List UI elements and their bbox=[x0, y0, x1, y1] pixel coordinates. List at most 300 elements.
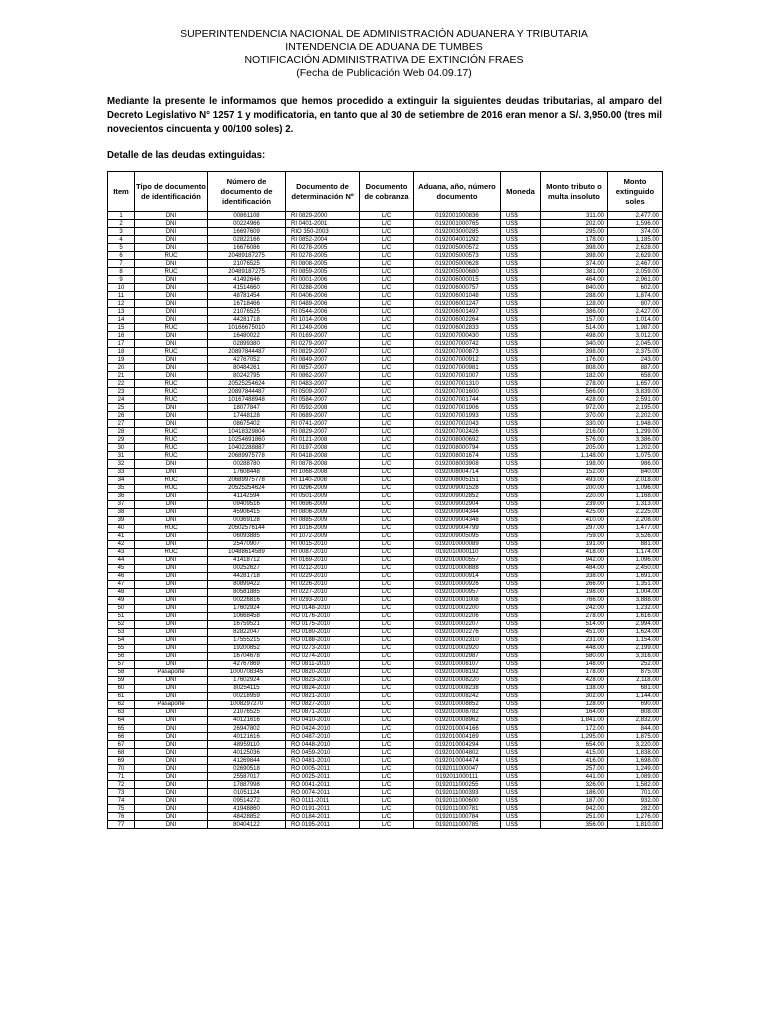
cell-doc-type: DNI bbox=[135, 612, 208, 620]
table-row bbox=[108, 404, 663, 412]
cell-currency: US$ bbox=[501, 556, 541, 564]
table-row bbox=[108, 700, 663, 708]
cell-doc-type: DNI bbox=[135, 644, 208, 652]
cell-collection-doc: L/C bbox=[360, 652, 414, 660]
cell-collection-doc: L/C bbox=[360, 733, 414, 741]
table-row bbox=[108, 500, 663, 508]
cell-customs-doc: 0192010008852 bbox=[414, 700, 501, 708]
cell-extinguished-amount: 1,313.00 bbox=[608, 500, 663, 508]
cell-item: 73 bbox=[108, 789, 135, 797]
cell-item: 21 bbox=[108, 372, 135, 380]
cell-customs-doc: 0192005000572 bbox=[414, 244, 501, 252]
cell-customs-doc: 0192006000015 bbox=[414, 276, 501, 284]
cell-item: 71 bbox=[108, 773, 135, 781]
cell-unpaid-amount: 374.00 bbox=[541, 260, 608, 268]
cell-item: 12 bbox=[108, 300, 135, 308]
cell-doc-type: RUC bbox=[135, 524, 208, 532]
cell-collection-doc: L/C bbox=[360, 396, 414, 404]
cell-extinguished-amount: 2,994.00 bbox=[608, 620, 663, 628]
cell-item: 31 bbox=[108, 452, 135, 460]
header-title: NOTIFICACIÓN ADMINISTRATIVA DE EXTINCIÓN FRAES bbox=[244, 54, 524, 66]
cell-determination-doc: RI 0501-2009 bbox=[286, 492, 360, 500]
cell-currency: US$ bbox=[501, 572, 541, 580]
cell-doc-number: 09514272 bbox=[208, 797, 286, 805]
cell-determination-doc: RI 0741-2007 bbox=[286, 420, 360, 428]
cell-determination-doc: RI 0696-2009 bbox=[286, 500, 360, 508]
cell-item: 74 bbox=[108, 797, 135, 805]
table-row bbox=[108, 460, 663, 468]
cell-determination-doc: RI 1249-2006 bbox=[286, 324, 360, 332]
table-row bbox=[108, 364, 663, 372]
table-row bbox=[108, 420, 663, 428]
cell-customs-doc: 0192009004348 bbox=[414, 516, 501, 524]
cell-doc-number: 20897844487 bbox=[208, 348, 286, 356]
cell-unpaid-amount: 172.00 bbox=[541, 725, 608, 733]
cell-currency: US$ bbox=[501, 516, 541, 524]
cell-item: 33 bbox=[108, 468, 135, 476]
cell-item: 69 bbox=[108, 757, 135, 765]
cell-unpaid-amount: 295.00 bbox=[541, 228, 608, 236]
cell-item: 6 bbox=[108, 252, 135, 260]
cell-doc-number: 10418329804 bbox=[208, 428, 286, 436]
cell-doc-type: DNI bbox=[135, 220, 208, 228]
cell-collection-doc: L/C bbox=[360, 332, 414, 340]
cell-doc-type: RUC bbox=[135, 428, 208, 436]
cell-doc-number: 42767869 bbox=[208, 660, 286, 668]
cell-doc-type: DNI bbox=[135, 636, 208, 644]
cell-doc-number: 16697609 bbox=[208, 228, 286, 236]
cell-doc-type: DNI bbox=[135, 620, 208, 628]
cell-unpaid-amount: 386.00 bbox=[541, 308, 608, 316]
cell-extinguished-amount: 1,075.00 bbox=[608, 452, 663, 460]
cell-collection-doc: L/C bbox=[360, 708, 414, 716]
cell-collection-doc: L/C bbox=[360, 668, 414, 676]
cell-doc-type: DNI bbox=[135, 340, 208, 348]
cell-extinguished-amount: 658.00 bbox=[608, 372, 663, 380]
cell-customs-doc: 0192010002276 bbox=[414, 628, 501, 636]
table-row bbox=[108, 781, 663, 789]
cell-doc-number: 80404122 bbox=[208, 821, 286, 829]
cell-currency: US$ bbox=[501, 741, 541, 749]
cell-doc-type: RUC bbox=[135, 252, 208, 260]
table-row bbox=[108, 612, 663, 620]
cell-unpaid-amount: 340.00 bbox=[541, 340, 608, 348]
cell-customs-doc: 0192007000981 bbox=[414, 364, 501, 372]
cell-extinguished-amount: 2,629.00 bbox=[608, 252, 663, 260]
cell-collection-doc: L/C bbox=[360, 292, 414, 300]
cell-determination-doc: RI 0296-2009 bbox=[286, 484, 360, 492]
cell-determination-doc: RO 0273-2010 bbox=[286, 644, 360, 652]
cell-doc-type: Pasaporte bbox=[135, 700, 208, 708]
cell-customs-doc: 0192001000836 bbox=[414, 212, 501, 220]
cell-currency: US$ bbox=[501, 476, 541, 484]
cell-customs-doc: 0192001000765 bbox=[414, 220, 501, 228]
cell-collection-doc: L/C bbox=[360, 821, 414, 829]
table-row bbox=[108, 492, 663, 500]
cell-customs-doc: 0192008000794 bbox=[414, 444, 501, 452]
cell-determination-doc: RI 0288-2006 bbox=[286, 284, 360, 292]
cell-currency: US$ bbox=[501, 708, 541, 716]
cell-collection-doc: L/C bbox=[360, 556, 414, 564]
cell-item: 61 bbox=[108, 692, 135, 700]
cell-doc-number: 45906415 bbox=[208, 508, 286, 516]
cell-doc-type: Pasaporte bbox=[135, 668, 208, 676]
cell-determination-doc: RI 0001-2006 bbox=[286, 276, 360, 284]
cell-doc-number: 10167488948 bbox=[208, 396, 286, 404]
cell-item: 17 bbox=[108, 340, 135, 348]
cell-collection-doc: L/C bbox=[360, 700, 414, 708]
cell-currency: US$ bbox=[501, 749, 541, 757]
table-row bbox=[108, 316, 663, 324]
cell-currency: US$ bbox=[501, 388, 541, 396]
cell-item: 45 bbox=[108, 564, 135, 572]
cell-customs-doc: 0192009004344 bbox=[414, 508, 501, 516]
cell-collection-doc: L/C bbox=[360, 564, 414, 572]
cell-currency: US$ bbox=[501, 813, 541, 821]
cell-unpaid-amount: 398.00 bbox=[541, 252, 608, 260]
cell-item: 65 bbox=[108, 725, 135, 733]
cell-unpaid-amount: 198.00 bbox=[541, 588, 608, 596]
cell-doc-type: DNI bbox=[135, 244, 208, 252]
cell-extinguished-amount: 887.00 bbox=[608, 364, 663, 372]
cell-determination-doc: RO 0025-2011 bbox=[286, 773, 360, 781]
cell-currency: US$ bbox=[501, 797, 541, 805]
cell-item: 53 bbox=[108, 628, 135, 636]
cell-doc-type: RUC bbox=[135, 484, 208, 492]
cell-item: 7 bbox=[108, 260, 135, 268]
cell-unpaid-amount: 278.00 bbox=[541, 612, 608, 620]
cell-item: 72 bbox=[108, 781, 135, 789]
cell-doc-type: DNI bbox=[135, 532, 208, 540]
cell-currency: US$ bbox=[501, 468, 541, 476]
cell-customs-doc: 0192010008107 bbox=[414, 660, 501, 668]
cell-determination-doc: RI 1016-2009 bbox=[286, 524, 360, 532]
cell-extinguished-amount: 1,249.00 bbox=[608, 765, 663, 773]
cell-doc-number: 41492646 bbox=[208, 276, 286, 284]
cell-unpaid-amount: 138.00 bbox=[541, 684, 608, 692]
cell-item: 35 bbox=[108, 484, 135, 492]
table-row bbox=[108, 725, 663, 733]
cell-extinguished-amount: 701.00 bbox=[608, 789, 663, 797]
cell-currency: US$ bbox=[501, 292, 541, 300]
cell-determination-doc: RI 0401-2001 bbox=[286, 220, 360, 228]
cell-collection-doc: L/C bbox=[360, 508, 414, 516]
cell-determination-doc: RO 0824-2010 bbox=[286, 684, 360, 692]
table-row bbox=[108, 668, 663, 676]
cell-item: 26 bbox=[108, 412, 135, 420]
cell-customs-doc: 0192010002206 bbox=[414, 612, 501, 620]
table-row bbox=[108, 652, 663, 660]
table-row bbox=[108, 340, 663, 348]
cell-determination-doc: RI 0229-2010 bbox=[286, 572, 360, 580]
cell-customs-doc: 0192010004169 bbox=[414, 733, 501, 741]
cell-extinguished-amount: 881.00 bbox=[608, 540, 663, 548]
cell-unpaid-amount: 1,295.00 bbox=[541, 733, 608, 741]
cell-customs-doc: 0192010002310 bbox=[414, 636, 501, 644]
table-row bbox=[108, 588, 663, 596]
cell-determination-doc: RI 1140-2008 bbox=[286, 476, 360, 484]
cell-customs-doc: 0192007000912 bbox=[414, 356, 501, 364]
cell-doc-number: 20897844487 bbox=[208, 388, 286, 396]
cell-unpaid-amount: 580.00 bbox=[541, 652, 608, 660]
cell-currency: US$ bbox=[501, 372, 541, 380]
cell-doc-type: DNI bbox=[135, 749, 208, 757]
cell-extinguished-amount: 2,450.00 bbox=[608, 564, 663, 572]
cell-determination-doc: RI 0406-2006 bbox=[286, 292, 360, 300]
cell-determination-doc: RO 0821-2010 bbox=[286, 692, 360, 700]
cell-doc-number: 40125036 bbox=[208, 749, 286, 757]
cell-currency: US$ bbox=[501, 588, 541, 596]
cell-collection-doc: L/C bbox=[360, 444, 414, 452]
cell-extinguished-amount: 1,299.00 bbox=[608, 428, 663, 436]
cell-collection-doc: L/C bbox=[360, 757, 414, 765]
cell-unpaid-amount: 187.00 bbox=[541, 797, 608, 805]
table-row bbox=[108, 821, 663, 829]
cell-doc-type: DNI bbox=[135, 757, 208, 765]
cell-doc-number: 08675402 bbox=[208, 420, 286, 428]
cell-collection-doc: L/C bbox=[360, 548, 414, 556]
cell-doc-number: 1008297270 bbox=[208, 700, 286, 708]
cell-doc-type: DNI bbox=[135, 516, 208, 524]
cell-determination-doc: RO 0184-2011 bbox=[286, 813, 360, 821]
cell-currency: US$ bbox=[501, 781, 541, 789]
cell-customs-doc: 0192007001993 bbox=[414, 412, 501, 420]
cell-unpaid-amount: 428.00 bbox=[541, 396, 608, 404]
table-row bbox=[108, 516, 663, 524]
cell-currency: US$ bbox=[501, 348, 541, 356]
cell-collection-doc: L/C bbox=[360, 716, 414, 724]
cell-customs-doc: 0192005000573 bbox=[414, 252, 501, 260]
cell-determination-doc: RI 0169-2007 bbox=[286, 332, 360, 340]
cell-item: 51 bbox=[108, 612, 135, 620]
cell-item: 25 bbox=[108, 404, 135, 412]
cell-doc-type: RUC bbox=[135, 324, 208, 332]
cell-determination-doc: RO 0175-2010 bbox=[286, 620, 360, 628]
cell-extinguished-amount: 1,616.00 bbox=[608, 612, 663, 620]
cell-collection-doc: L/C bbox=[360, 212, 414, 220]
table-row bbox=[108, 476, 663, 484]
cell-currency: US$ bbox=[501, 765, 541, 773]
cell-collection-doc: L/C bbox=[360, 276, 414, 284]
cell-doc-type: DNI bbox=[135, 676, 208, 684]
cell-item: 8 bbox=[108, 268, 135, 276]
cell-unpaid-amount: 326.00 bbox=[541, 781, 608, 789]
cell-customs-doc: 0192010008220 bbox=[414, 676, 501, 684]
cell-customs-doc: 0192011000111 bbox=[414, 773, 501, 781]
cell-extinguished-amount: 1,810.00 bbox=[608, 821, 663, 829]
cell-currency: US$ bbox=[501, 805, 541, 813]
cell-unpaid-amount: 808.00 bbox=[541, 364, 608, 372]
cell-customs-doc: 0192011000047 bbox=[414, 765, 501, 773]
table-row bbox=[108, 220, 663, 228]
cell-determination-doc: RI 1072-2009 bbox=[286, 532, 360, 540]
cell-currency: US$ bbox=[501, 260, 541, 268]
cell-doc-type: DNI bbox=[135, 276, 208, 284]
cell-doc-number: 00218959 bbox=[208, 692, 286, 700]
debts-table bbox=[107, 171, 663, 829]
cell-item: 59 bbox=[108, 676, 135, 684]
table-row bbox=[108, 757, 663, 765]
cell-doc-number: 10166675010 bbox=[208, 324, 286, 332]
cell-unpaid-amount: 576.00 bbox=[541, 436, 608, 444]
cell-unpaid-amount: 251.00 bbox=[541, 813, 608, 821]
cell-collection-doc: L/C bbox=[360, 749, 414, 757]
cell-customs-doc: 0192009001528 bbox=[414, 484, 501, 492]
cell-currency: US$ bbox=[501, 676, 541, 684]
cell-determination-doc: RO 0481-2010 bbox=[286, 757, 360, 765]
cell-determination-doc: RI 1068-2008 bbox=[286, 468, 360, 476]
cell-item: 11 bbox=[108, 292, 135, 300]
cell-currency: US$ bbox=[501, 604, 541, 612]
table-row bbox=[108, 252, 663, 260]
cell-customs-doc: 0192010000888 bbox=[414, 564, 501, 572]
cell-doc-number: 1000708345 bbox=[208, 668, 286, 676]
cell-doc-number: 01051124 bbox=[208, 789, 286, 797]
cell-doc-type: RUC bbox=[135, 436, 208, 444]
cell-currency: US$ bbox=[501, 644, 541, 652]
table-row bbox=[108, 604, 663, 612]
cell-unpaid-amount: 370.00 bbox=[541, 412, 608, 420]
cell-doc-type: DNI bbox=[135, 228, 208, 236]
cell-customs-doc: 0192004001292 bbox=[414, 236, 501, 244]
cell-extinguished-amount: 3,839.00 bbox=[608, 388, 663, 396]
table-row bbox=[108, 620, 663, 628]
cell-doc-number: 00288780 bbox=[208, 460, 286, 468]
cell-unpaid-amount: 566.00 bbox=[541, 388, 608, 396]
cell-collection-doc: L/C bbox=[360, 404, 414, 412]
cell-unpaid-amount: 514.00 bbox=[541, 324, 608, 332]
cell-extinguished-amount: 2,059.00 bbox=[608, 268, 663, 276]
cell-unpaid-amount: 338.00 bbox=[541, 572, 608, 580]
cell-customs-doc: 0192010002200 bbox=[414, 604, 501, 612]
cell-currency: US$ bbox=[501, 660, 541, 668]
cell-currency: US$ bbox=[501, 404, 541, 412]
cell-unpaid-amount: 464.00 bbox=[541, 276, 608, 284]
col-header-currency: Moneda bbox=[501, 172, 541, 212]
cell-determination-doc: RO 0410-2010 bbox=[286, 716, 360, 724]
cell-collection-doc: L/C bbox=[360, 428, 414, 436]
cell-item: 22 bbox=[108, 380, 135, 388]
cell-collection-doc: L/C bbox=[360, 725, 414, 733]
cell-determination-doc: RO 0274-2010 bbox=[286, 652, 360, 660]
cell-collection-doc: L/C bbox=[360, 476, 414, 484]
cell-doc-type: DNI bbox=[135, 300, 208, 308]
cell-collection-doc: L/C bbox=[360, 260, 414, 268]
cell-doc-number: 06093885 bbox=[208, 532, 286, 540]
cell-item: 44 bbox=[108, 556, 135, 564]
cell-unpaid-amount: 330.00 bbox=[541, 420, 608, 428]
cell-extinguished-amount: 252.00 bbox=[608, 660, 663, 668]
cell-customs-doc: 0192010008962 bbox=[414, 716, 501, 724]
cell-item: 38 bbox=[108, 508, 135, 516]
cell-collection-doc: L/C bbox=[360, 484, 414, 492]
cell-currency: US$ bbox=[501, 652, 541, 660]
header-institution: SUPERINTENDENCIA NACIONAL DE ADMINISTRACIÓN ADUANERA Y TRIBUTARIA bbox=[180, 28, 588, 40]
cell-customs-doc: 0192007001744 bbox=[414, 396, 501, 404]
cell-collection-doc: L/C bbox=[360, 741, 414, 749]
cell-collection-doc: L/C bbox=[360, 356, 414, 364]
cell-collection-doc: L/C bbox=[360, 532, 414, 540]
cell-determination-doc: RO 0188-2010 bbox=[286, 636, 360, 644]
cell-doc-type: DNI bbox=[135, 284, 208, 292]
table-row bbox=[108, 572, 663, 580]
cell-determination-doc: RI 0859-2005 bbox=[286, 268, 360, 276]
cell-customs-doc: 0192010000926 bbox=[414, 580, 501, 588]
cell-unpaid-amount: 128.00 bbox=[541, 300, 608, 308]
cell-unpaid-amount: 654.00 bbox=[541, 741, 608, 749]
cell-determination-doc: RI 0849-2007 bbox=[286, 356, 360, 364]
cell-extinguished-amount: 1,232.00 bbox=[608, 604, 663, 612]
table-row bbox=[108, 644, 663, 652]
cell-customs-doc: 0192010004474 bbox=[414, 757, 501, 765]
cell-extinguished-amount: 1,624.00 bbox=[608, 628, 663, 636]
cell-customs-doc: 0192009005095 bbox=[414, 532, 501, 540]
cell-collection-doc: L/C bbox=[360, 540, 414, 548]
cell-currency: US$ bbox=[501, 284, 541, 292]
table-row bbox=[108, 444, 663, 452]
cell-determination-doc: RO 0041-2011 bbox=[286, 781, 360, 789]
cell-currency: US$ bbox=[501, 364, 541, 372]
cell-determination-doc: RO 0871-2010 bbox=[286, 708, 360, 716]
cell-extinguished-amount: 2,208.00 bbox=[608, 516, 663, 524]
cell-customs-doc: 0192009002904 bbox=[414, 500, 501, 508]
cell-doc-type: DNI bbox=[135, 813, 208, 821]
cell-collection-doc: L/C bbox=[360, 252, 414, 260]
cell-determination-doc: RI 0418-2008 bbox=[286, 452, 360, 460]
col-header-extinguished-amount: Monto extinguido soles bbox=[608, 172, 663, 212]
col-header-determination-doc: Documento de determinación Nº bbox=[286, 172, 360, 212]
cell-customs-doc: 0192010004802 bbox=[414, 749, 501, 757]
cell-extinguished-amount: 1,014.00 bbox=[608, 316, 663, 324]
cell-collection-doc: L/C bbox=[360, 660, 414, 668]
cell-doc-number: 41142594 bbox=[208, 492, 286, 500]
cell-unpaid-amount: 498.00 bbox=[541, 332, 608, 340]
cell-item: 50 bbox=[108, 604, 135, 612]
cell-extinguished-amount: 1,948.00 bbox=[608, 420, 663, 428]
table-row bbox=[108, 292, 663, 300]
cell-doc-number: 00226816 bbox=[208, 596, 286, 604]
cell-collection-doc: L/C bbox=[360, 813, 414, 821]
cell-unpaid-amount: 178.00 bbox=[541, 668, 608, 676]
cell-extinguished-amount: 2,118.00 bbox=[608, 676, 663, 684]
cell-doc-number: 16759521 bbox=[208, 620, 286, 628]
cell-customs-doc: 0192006001247 bbox=[414, 300, 501, 308]
cell-doc-type: DNI bbox=[135, 773, 208, 781]
cell-item: 16 bbox=[108, 332, 135, 340]
table-row bbox=[108, 540, 663, 548]
cell-currency: US$ bbox=[501, 500, 541, 508]
cell-determination-doc: RO 0148-2010 bbox=[286, 604, 360, 612]
cell-doc-type: DNI bbox=[135, 316, 208, 324]
table-row bbox=[108, 452, 663, 460]
cell-item: 13 bbox=[108, 308, 135, 316]
cell-unpaid-amount: 191.00 bbox=[541, 540, 608, 548]
cell-currency: US$ bbox=[501, 436, 541, 444]
cell-doc-type: DNI bbox=[135, 212, 208, 220]
cell-unpaid-amount: 257.00 bbox=[541, 765, 608, 773]
col-header-doc-number: Número de documento de identificación bbox=[208, 172, 286, 212]
cell-item: 55 bbox=[108, 644, 135, 652]
table-row bbox=[108, 524, 663, 532]
cell-collection-doc: L/C bbox=[360, 380, 414, 388]
cell-customs-doc: 0192010008238 bbox=[414, 684, 501, 692]
cell-doc-number: 40121616 bbox=[208, 733, 286, 741]
cell-unpaid-amount: 356.00 bbox=[541, 821, 608, 829]
col-header-doc-type: Tipo de documento de identificación bbox=[135, 172, 208, 212]
cell-doc-number: 26947802 bbox=[208, 725, 286, 733]
table-body bbox=[108, 212, 663, 829]
cell-determination-doc: RI 0489-2006 bbox=[286, 300, 360, 308]
